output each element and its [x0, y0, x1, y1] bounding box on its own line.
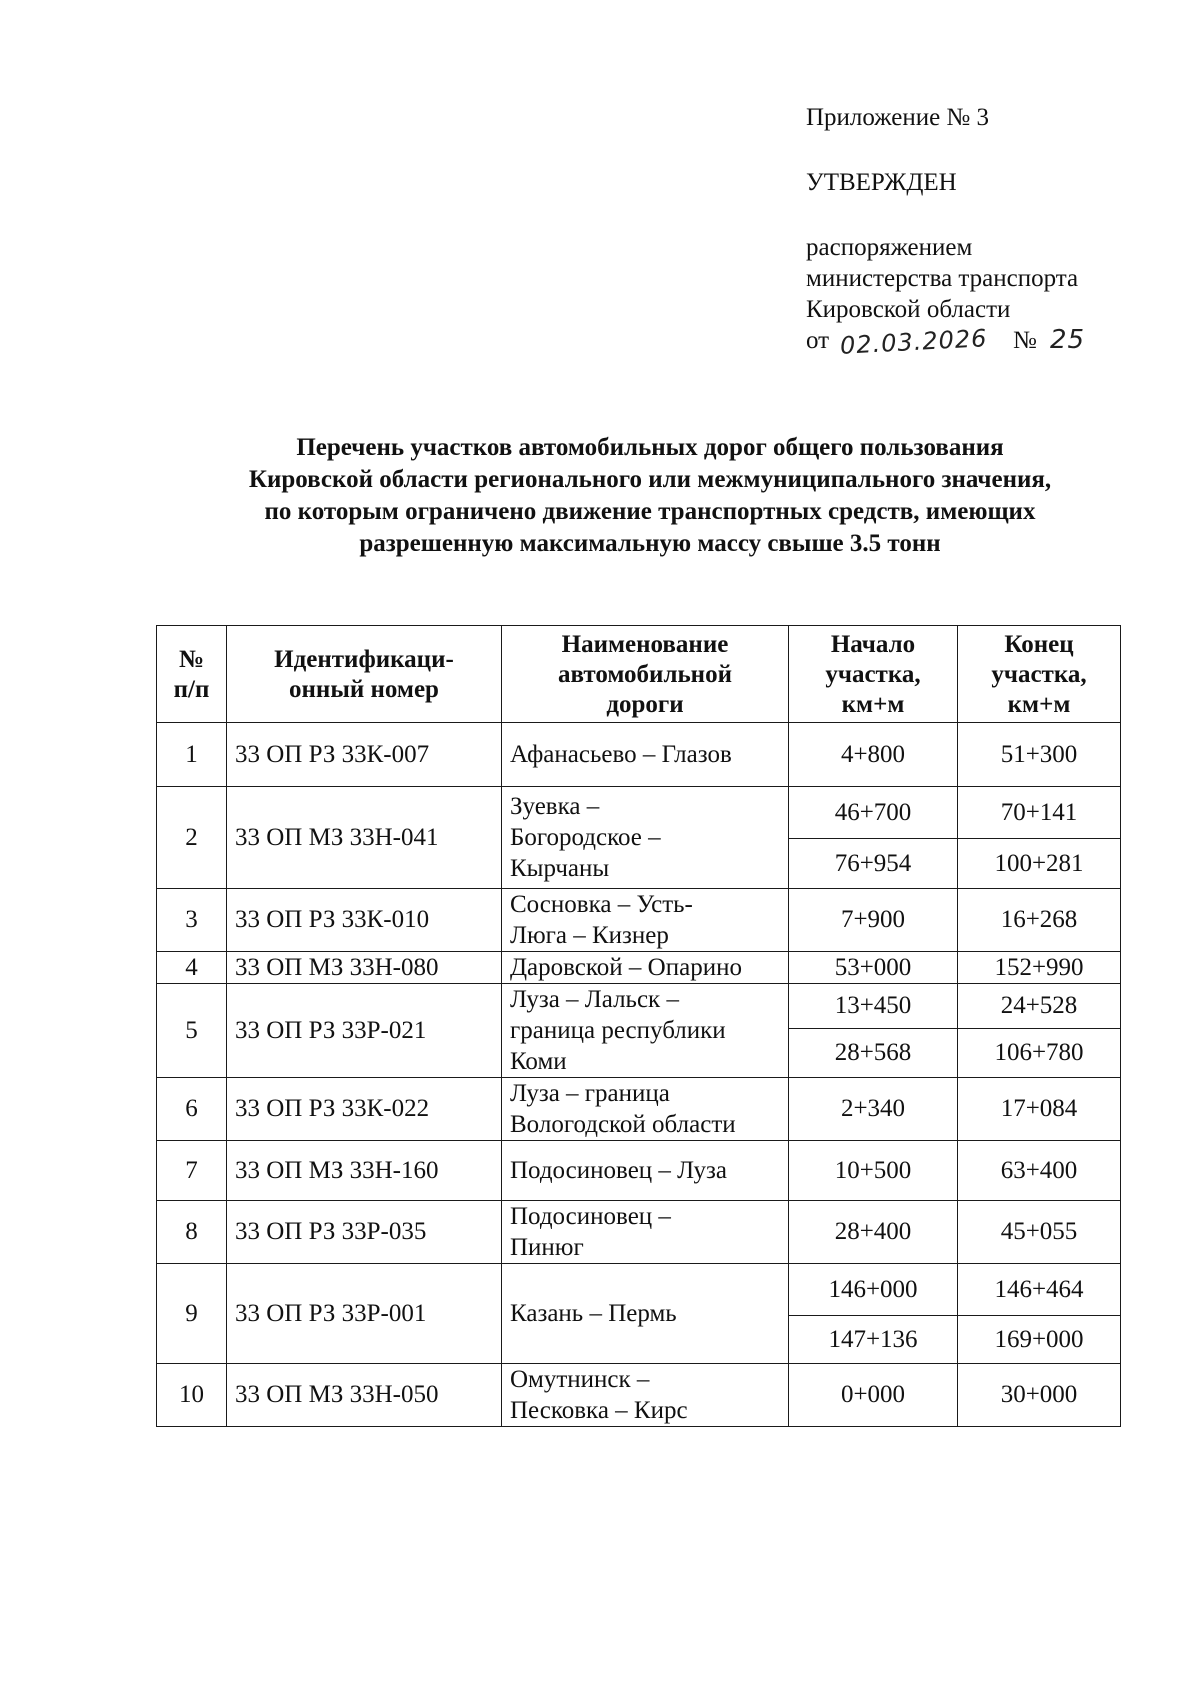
section-end: 169+000 — [958, 1316, 1121, 1364]
row-number: 9 — [157, 1264, 227, 1364]
header-line: Наименование — [561, 631, 729, 658]
section-start: 28+568 — [789, 1028, 958, 1077]
approved-stamp: УТВЕРЖДЕН — [806, 169, 957, 196]
row-number: 10 — [157, 1364, 227, 1427]
header-road-name — [502, 626, 789, 723]
road-identifier: 33 ОП РЗ 33К-007 — [227, 723, 502, 787]
table-row — [157, 1201, 1121, 1264]
road-name — [502, 1364, 789, 1427]
approved-by-line: распоряжением — [806, 234, 973, 261]
road-identifier: 33 ОП МЗ 33Н-080 — [227, 952, 502, 984]
road-name — [502, 1264, 789, 1364]
section-end: 16+268 — [958, 889, 1121, 952]
section-end: 100+281 — [958, 839, 1121, 889]
section-end: 146+464 — [958, 1264, 1121, 1316]
appendix-label: Приложение № 3 — [806, 104, 990, 131]
road-name-line: Луза – Лальск – — [510, 986, 679, 1013]
row-number: 1 — [157, 723, 227, 787]
section-start: 0+000 — [789, 1364, 958, 1427]
section-end: 30+000 — [958, 1364, 1121, 1427]
section-start: 10+500 — [789, 1141, 958, 1201]
section-end: 63+400 — [958, 1141, 1121, 1201]
table-header-row — [157, 626, 1121, 723]
header-identifier — [227, 626, 502, 723]
section-end: 51+300 — [958, 723, 1121, 787]
table-body — [157, 723, 1121, 1427]
road-name-line: Подосиновец – Луза — [510, 1157, 727, 1184]
appendix-block — [806, 102, 1086, 360]
row-number: 4 — [157, 952, 227, 984]
row-number: 7 — [157, 1141, 227, 1201]
road-name-line: Песковка – Кирс — [510, 1397, 688, 1424]
table-row — [157, 952, 1121, 984]
row-number: 6 — [157, 1078, 227, 1141]
header-line: Идентификаци- — [274, 646, 454, 673]
table-row — [157, 1078, 1121, 1141]
section-end: 45+055 — [958, 1201, 1121, 1264]
road-name-line: Кырчаны — [510, 855, 610, 882]
header-line: км+м — [1007, 691, 1071, 718]
road-name-line: Луза – граница — [510, 1080, 670, 1107]
table-row — [157, 1264, 1121, 1316]
road-name-line: Зуевка – — [510, 793, 600, 820]
road-identifier: 33 ОП МЗ 33Н-050 — [227, 1364, 502, 1427]
road-name-line: Омутнинск – — [510, 1366, 650, 1393]
section-end: 106+780 — [958, 1028, 1121, 1077]
road-name — [502, 1141, 789, 1201]
section-start: 76+954 — [789, 839, 958, 889]
date-prefix: от — [806, 327, 830, 354]
section-end: 152+990 — [958, 952, 1121, 984]
road-name-line: Богородское – — [510, 824, 661, 851]
header-line: Начало — [830, 631, 916, 658]
document-title — [120, 432, 1180, 560]
road-name — [502, 984, 789, 1078]
road-name-line: Афанасьево – Глазов — [510, 741, 732, 768]
handwritten-date: 02.03.2026 — [839, 324, 989, 360]
header-line: автомобильной — [557, 661, 732, 688]
road-name-line: Коми — [510, 1048, 567, 1075]
road-name-line: граница республики — [510, 1017, 726, 1044]
row-number: 3 — [157, 889, 227, 952]
road-identifier: 33 ОП МЗ 33Н-160 — [227, 1141, 502, 1201]
table-row — [157, 889, 1121, 952]
section-start: 2+340 — [789, 1078, 958, 1141]
header-line: участка, — [825, 661, 921, 688]
number-sign: № — [1013, 327, 1037, 354]
header-line: онный номер — [289, 676, 439, 703]
header-section-start — [789, 626, 958, 723]
road-name-line: Сосновка – Усть- — [510, 891, 693, 918]
section-start: 7+900 — [789, 889, 958, 952]
order-date-line — [806, 324, 1086, 360]
section-start: 147+136 — [789, 1316, 958, 1364]
row-number: 8 — [157, 1201, 227, 1264]
road-identifier: 33 ОП РЗ 33К-022 — [227, 1078, 502, 1141]
road-name — [502, 787, 789, 889]
table-row — [157, 723, 1121, 787]
header-line: Конец — [1004, 631, 1074, 658]
row-number: 5 — [157, 984, 227, 1078]
road-name-line: Люга – Кизнер — [510, 922, 669, 949]
road-name — [502, 1078, 789, 1141]
approved-by — [806, 232, 1086, 360]
section-start: 13+450 — [789, 984, 958, 1029]
title-line: разрешенную максимальную массу свыше 3.5 тонн — [359, 530, 941, 557]
table-row — [157, 1141, 1121, 1201]
title-line: Кировской области регионального или межмуниципального значения, — [248, 466, 1052, 493]
road-sections-table — [156, 625, 1121, 1427]
section-end: 24+528 — [958, 984, 1121, 1029]
road-name-line: Вологодской области — [510, 1111, 736, 1138]
road-name — [502, 889, 789, 952]
header-line: № — [178, 646, 205, 673]
road-name-line: Пинюг — [510, 1234, 584, 1261]
section-end: 70+141 — [958, 787, 1121, 839]
header-line: дороги — [606, 691, 684, 718]
road-identifier: 33 ОП РЗ 33К-010 — [227, 889, 502, 952]
approved-by-line: министерства транспорта — [806, 265, 1079, 292]
title-line: по которым ограничено движение транспортных средств, имеющих — [264, 498, 1036, 525]
header-line: участка, — [991, 661, 1087, 688]
table-row — [157, 1364, 1121, 1427]
table-row — [157, 787, 1121, 839]
road-name — [502, 1201, 789, 1264]
road-identifier: 33 ОП РЗ 33Р-001 — [227, 1264, 502, 1364]
section-start: 28+400 — [789, 1201, 958, 1264]
section-start: 46+700 — [789, 787, 958, 839]
header-section-end — [958, 626, 1121, 723]
section-start: 4+800 — [789, 723, 958, 787]
header-line: п/п — [173, 676, 210, 703]
section-start: 146+000 — [789, 1264, 958, 1316]
road-name — [502, 952, 789, 984]
section-start: 53+000 — [789, 952, 958, 984]
header-line: км+м — [841, 691, 905, 718]
section-end: 17+084 — [958, 1078, 1121, 1141]
road-identifier: 33 ОП МЗ 33Н-041 — [227, 787, 502, 889]
road-name-line: Казань – Пермь — [510, 1300, 677, 1327]
road-name — [502, 723, 789, 787]
table-row — [157, 984, 1121, 1029]
road-identifier: 33 ОП РЗ 33Р-035 — [227, 1201, 502, 1264]
row-number: 2 — [157, 787, 227, 889]
header-number — [157, 626, 227, 723]
road-name-line: Подосиновец – — [510, 1203, 671, 1230]
handwritten-order-number: 25 — [1050, 325, 1086, 355]
road-identifier: 33 ОП РЗ 33Р-021 — [227, 984, 502, 1078]
approved-by-line: Кировской области — [806, 296, 1011, 323]
title-line: Перечень участков автомобильных дорог общего пользования — [296, 434, 1004, 461]
road-name-line: Даровской – Опарино — [510, 954, 742, 981]
